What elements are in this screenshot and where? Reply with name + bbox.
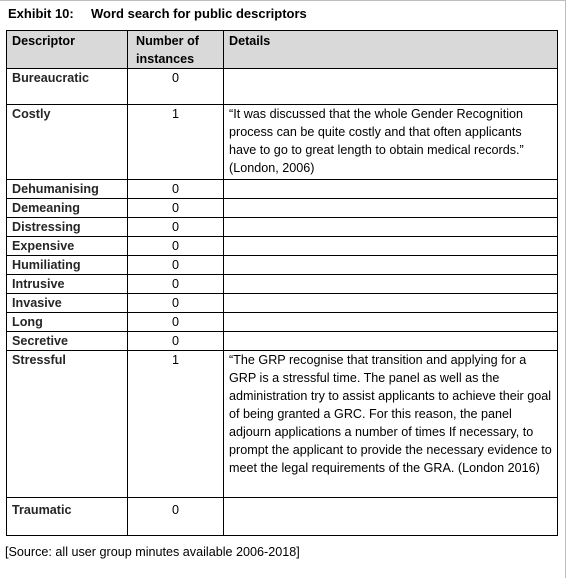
- details-cell: [224, 313, 558, 332]
- table-row: [7, 256, 558, 275]
- descriptor-cell: Traumatic: [7, 498, 128, 536]
- table-row: [7, 180, 558, 199]
- descriptor-cell: Costly: [7, 105, 128, 180]
- exhibit-title: [8, 6, 307, 21]
- descriptor-cell: Humiliating: [7, 256, 128, 275]
- count-cell: 0: [128, 332, 224, 351]
- count-cell: 0: [128, 69, 224, 105]
- count-cell: 0: [128, 313, 224, 332]
- count-cell: 0: [128, 237, 224, 256]
- table-row: [7, 69, 558, 105]
- table-row: [7, 313, 558, 332]
- details-cell: [224, 498, 558, 536]
- table-row: [7, 498, 558, 536]
- table-row: [7, 237, 558, 256]
- details-cell: [224, 275, 558, 294]
- table-row: [7, 199, 558, 218]
- descriptor-cell: Demeaning: [7, 199, 128, 218]
- descriptor-table: [6, 30, 558, 536]
- header-details: Details: [224, 31, 558, 69]
- details-cell: “It was discussed that the whole Gender Recognition process can be quite costly and that often applicants have to go to great length to obtain medical records.” (London, 2006): [224, 105, 558, 180]
- count-cell: 1: [128, 105, 224, 180]
- header-descriptor: Descriptor: [7, 31, 128, 69]
- table-row: [7, 332, 558, 351]
- details-cell: [224, 199, 558, 218]
- details-cell: [224, 294, 558, 313]
- count-cell: 0: [128, 256, 224, 275]
- header-instances: Number of instances: [128, 31, 224, 69]
- table-header-row: [7, 31, 558, 69]
- descriptor-cell: Distressing: [7, 218, 128, 237]
- descriptor-cell: Bureaucratic: [7, 69, 128, 105]
- details-cell: [224, 256, 558, 275]
- count-cell: 0: [128, 294, 224, 313]
- descriptor-cell: Intrusive: [7, 275, 128, 294]
- count-cell: 0: [128, 498, 224, 536]
- details-cell: [224, 237, 558, 256]
- details-cell: [224, 332, 558, 351]
- table-row: [7, 218, 558, 237]
- details-cell: [224, 69, 558, 105]
- table-row: [7, 105, 558, 180]
- count-cell: 0: [128, 199, 224, 218]
- exhibit-heading: Word search for public descriptors: [91, 6, 307, 21]
- table-row: [7, 294, 558, 313]
- details-cell: [224, 180, 558, 199]
- top-rule: [0, 0, 566, 1]
- descriptor-cell: Long: [7, 313, 128, 332]
- exhibit-label: Exhibit 10:: [8, 6, 74, 21]
- source-note: [Source: all user group minutes available 2006-2018]: [5, 545, 300, 559]
- side-rule: [565, 0, 566, 578]
- details-cell: “The GRP recognise that transition and applying for a GRP is a stressful time. The panel as well as the administration try to assist applicants to achieve their goal of being granted a GRC. For this reason, the panel adjourn applications a number of times If necessary, to prompt the applicant to provide the necessary evidence to meet the legal requirements of the GRA. (London 2016): [224, 351, 558, 498]
- count-cell: 0: [128, 218, 224, 237]
- count-cell: 1: [128, 351, 224, 498]
- descriptor-cell: Expensive: [7, 237, 128, 256]
- descriptor-cell: Dehumanising: [7, 180, 128, 199]
- descriptor-cell: Stressful: [7, 351, 128, 498]
- descriptor-cell: Invasive: [7, 294, 128, 313]
- table-row: [7, 275, 558, 294]
- table-row: [7, 351, 558, 498]
- count-cell: 0: [128, 180, 224, 199]
- count-cell: 0: [128, 275, 224, 294]
- details-cell: [224, 218, 558, 237]
- descriptor-cell: Secretive: [7, 332, 128, 351]
